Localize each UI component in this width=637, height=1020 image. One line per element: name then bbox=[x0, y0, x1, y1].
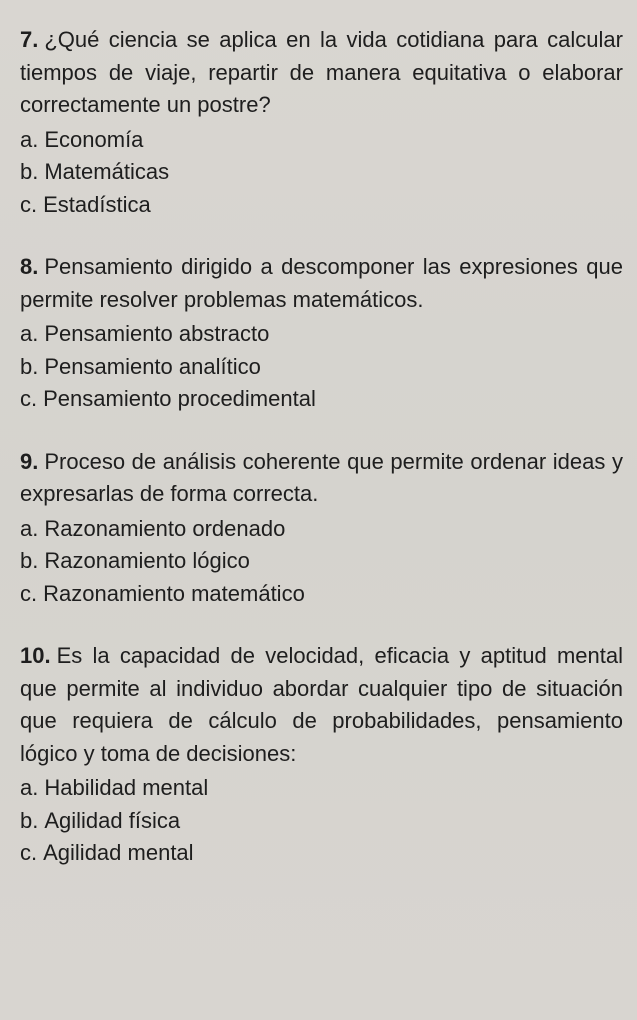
options-list bbox=[20, 318, 623, 416]
question-number: 8. bbox=[20, 254, 39, 279]
option-letter: a. bbox=[20, 126, 39, 152]
option-a[interactable] bbox=[20, 772, 623, 805]
question-number: 10. bbox=[20, 643, 51, 668]
option-letter: b. bbox=[20, 807, 39, 833]
option-text: Pensamiento procedimental bbox=[43, 386, 316, 411]
option-b[interactable] bbox=[20, 805, 623, 838]
options-list bbox=[20, 124, 623, 222]
option-letter: c. bbox=[20, 840, 38, 865]
option-letter: c. bbox=[20, 580, 38, 606]
option-text: Agilidad mental bbox=[43, 840, 194, 865]
option-text: Pensamiento abstracto bbox=[44, 321, 270, 346]
option-letter: b. bbox=[20, 548, 39, 573]
option-letter: a. bbox=[20, 321, 39, 346]
question-stem bbox=[20, 24, 623, 122]
option-a[interactable] bbox=[20, 318, 623, 351]
option-c[interactable] bbox=[20, 189, 623, 222]
option-c[interactable] bbox=[20, 578, 623, 611]
option-b[interactable] bbox=[20, 545, 623, 578]
option-letter: a. bbox=[20, 515, 39, 541]
question-text: Proceso de análisis coherente que permite ordenar ideas y expresarlas de forma correcta. bbox=[20, 448, 623, 506]
option-letter: c. bbox=[20, 386, 38, 411]
question-number: 9. bbox=[20, 448, 39, 474]
option-text: Razonamiento lógico bbox=[44, 548, 250, 573]
question-number: 7. bbox=[20, 27, 39, 52]
option-text: Agilidad física bbox=[44, 807, 181, 833]
option-c[interactable] bbox=[20, 383, 623, 416]
question-10 bbox=[20, 640, 623, 870]
option-letter: b. bbox=[20, 159, 39, 184]
question-9 bbox=[20, 446, 623, 611]
option-letter: a. bbox=[20, 775, 39, 800]
options-list bbox=[20, 513, 623, 611]
option-letter: b. bbox=[20, 353, 39, 379]
question-text: Es la capacidad de velocidad, eficacia y aptitud mental que permite al individuo abordar cualquier tipo de situación que requiera de cálculo de probabilidades, pensamiento lógico y toma de decisiones: bbox=[20, 643, 623, 766]
option-b[interactable] bbox=[20, 351, 623, 384]
question-7 bbox=[20, 24, 623, 221]
option-text: Pensamiento analítico bbox=[44, 353, 261, 379]
option-a[interactable] bbox=[20, 513, 623, 546]
options-list bbox=[20, 772, 623, 870]
question-8 bbox=[20, 251, 623, 416]
option-text: Razonamiento ordenado bbox=[44, 515, 286, 541]
question-stem bbox=[20, 446, 623, 511]
option-text: Estadística bbox=[43, 191, 151, 217]
option-text: Habilidad mental bbox=[44, 775, 209, 800]
option-text: Economía bbox=[44, 126, 144, 152]
option-a[interactable] bbox=[20, 124, 623, 157]
question-stem bbox=[20, 251, 623, 316]
option-text: Matemáticas bbox=[44, 159, 170, 184]
option-b[interactable] bbox=[20, 156, 623, 189]
question-text: Pensamiento dirigido a descomponer las expresiones que permite resolver problemas matemáticos. bbox=[20, 254, 623, 312]
option-text: Razonamiento matemático bbox=[43, 580, 305, 606]
question-text: ¿Qué ciencia se aplica en la vida cotidiana para calcular tiempos de viaje, repartir de manera equitativa o elaborar correctamente un postre? bbox=[20, 27, 623, 117]
question-stem bbox=[20, 640, 623, 770]
option-c[interactable] bbox=[20, 837, 623, 870]
option-letter: c. bbox=[20, 191, 38, 217]
